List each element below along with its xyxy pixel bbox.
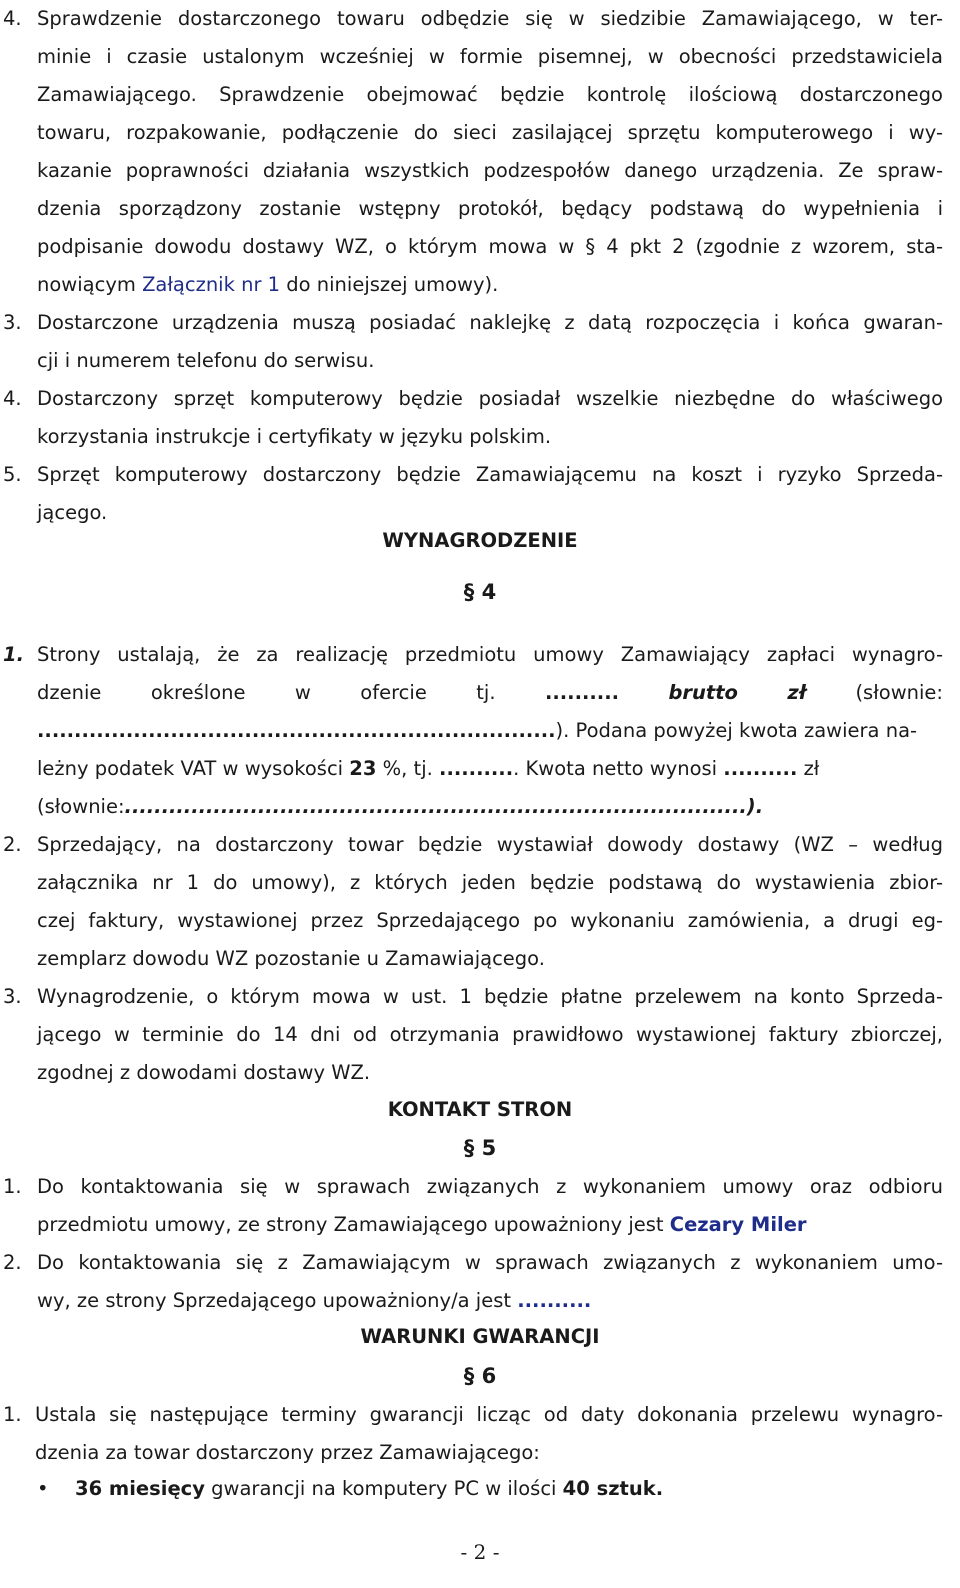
paragraph-line: nowiącym Załącznik nr 1 do niniejszej umowy). xyxy=(37,273,499,296)
paragraph-line: dzenie określone w ofercie tj. .......... brutto zł (słownie: xyxy=(37,681,943,704)
paragraph-line: jącego. xyxy=(37,501,108,524)
section-number-4: § 4 xyxy=(463,580,497,604)
item-number: 2. xyxy=(3,1251,22,1274)
section-number-5: § 5 xyxy=(463,1136,497,1160)
item-number: 5. xyxy=(3,463,22,486)
paragraph-line: ......................................................................). Podana powyżej kwota zawiera na- xyxy=(37,719,918,742)
seller-contact-placeholder: .......... xyxy=(517,1289,592,1312)
amount-words-placeholder: ...................................................................... xyxy=(37,719,556,742)
paragraph-line: Dostarczone urządzenia muszą posiadać naklejkę z datą rozpoczęcia i końca gwaran- xyxy=(37,311,943,334)
paragraph-line: Sprzęt komputerowy dostarczony będzie Zamawiającemu na koszt i ryzyko Sprzeda- xyxy=(37,463,943,486)
paragraph-line: Dostarczony sprzęt komputerowy będzie posiadał wszelkie niezbędne do właściwego xyxy=(37,387,943,410)
paragraph-line: leżny podatek VAT w wysokości 23 %, tj. ........... Kwota netto wynosi .......... zł xyxy=(37,757,820,780)
item-number: 4. xyxy=(3,387,22,410)
paragraph-line: zgodnej z dowodami dostawy WZ. xyxy=(37,1061,371,1084)
paragraph-line: wy, ze strony Sprzedającego upoważniony/a jest .......... xyxy=(37,1289,592,1312)
paragraph-line: dzenia sporządzony zostanie wstępny protokół, będący podstawą do wypełnienia i xyxy=(37,197,943,220)
item-number: 2. xyxy=(3,833,22,856)
contact-person-name: Cezary Miler xyxy=(669,1213,807,1236)
item-number: 1. xyxy=(3,1403,22,1426)
paragraph-line: Zamawiającego. Sprawdzenie obejmować będzie kontrolę ilościową dostarczonego xyxy=(37,83,943,106)
section-heading-gwarancja: WARUNKI GWARANCJI xyxy=(360,1325,600,1348)
paragraph-line: zemplarz dowodu WZ pozostanie u Zamawiającego. xyxy=(37,947,545,970)
vat-rate: 23 xyxy=(349,757,377,780)
paragraph-line: podpisanie dowodu dostawy WZ, o którym mowa w § 4 pkt 2 (zgodnie z wzorem, sta- xyxy=(37,235,943,258)
item-number: 1. xyxy=(3,1175,22,1198)
paragraph-line: załącznika nr 1 do umowy), z których jeden będzie podstawą do wystawienia zbior- xyxy=(37,871,943,894)
bullet-icon: • xyxy=(37,1477,49,1500)
paragraph-line: Do kontaktowania się z Zamawiającym w sprawach związanych z wykonaniem umo- xyxy=(37,1251,943,1274)
section-heading-wynagrodzenie: WYNAGRODZENIE xyxy=(382,529,578,552)
paragraph-line: dzenia za towar dostarczony przez Zamawiającego: xyxy=(35,1441,540,1464)
paragraph-line: przedmiotu umowy, ze strony Zamawiającego upoważniony jest Cezary Miler xyxy=(37,1213,807,1236)
paragraph-line: Sprzedający, na dostarczony towar będzie wystawiał dowody dostawy (WZ – według xyxy=(37,833,943,856)
paragraph-line: Sprawdzenie dostarczonego towaru odbędzie się w siedzibie Zamawiającego, w ter- xyxy=(37,7,943,30)
attachment-link[interactable]: Załącznik nr 1 xyxy=(142,273,281,296)
paragraph-line: minie i czasie ustalonym wcześniej w formie pisemnej, w obecności przedstawiciela xyxy=(37,45,943,68)
paragraph-line: korzystania instrukcje i certyfikaty w języku polskim. xyxy=(37,425,552,448)
section-heading-kontakt: KONTAKT STRON xyxy=(387,1098,573,1121)
paragraph-line: towaru, rozpakowanie, podłączenie do sieci zasilającej sprzętu komputerowego i wy- xyxy=(37,121,943,144)
paragraph-line: Strony ustalają, że za realizację przedmiotu umowy Zamawiający zapłaci wynagro- xyxy=(37,643,943,666)
paragraph-line: kazanie poprawności działania wszystkich podzespołów danego urządzenia. Ze spraw- xyxy=(37,159,943,182)
section-number-6: § 6 xyxy=(463,1364,497,1388)
page-number: - 2 - xyxy=(460,1540,500,1564)
bullet-text: 36 miesięcy gwarancji na komputery PC w ilości 40 sztuk. xyxy=(75,1477,664,1500)
paragraph-line: jącego w terminie do 14 dni od otrzymania prawidłowo wystawionej faktury zbiorczej, xyxy=(37,1023,943,1046)
amount-placeholder: .......... xyxy=(544,681,620,704)
paragraph-line: (słownie:....................................................................................). xyxy=(37,795,764,818)
item-number: 1. xyxy=(3,643,24,666)
paragraph-line: Do kontaktowania się w sprawach związanych z wykonaniem umowy oraz odbioru xyxy=(37,1175,943,1198)
item-number: 4. xyxy=(3,7,22,30)
paragraph-line: Ustala się następujące terminy gwarancji licząc od daty dokonania przelewu wynagro- xyxy=(35,1403,943,1426)
paragraph-line: Wynagrodzenie, o którym mowa w ust. 1 będzie płatne przelewem na konto Sprzeda- xyxy=(37,985,943,1008)
item-number: 3. xyxy=(3,985,22,1008)
paragraph-line: cji i numerem telefonu do serwisu. xyxy=(37,349,375,372)
item-number: 3. xyxy=(3,311,22,334)
paragraph-line: czej faktury, wystawionej przez Sprzedającego po wykonaniu zamówienia, a drugi eg- xyxy=(37,909,943,932)
